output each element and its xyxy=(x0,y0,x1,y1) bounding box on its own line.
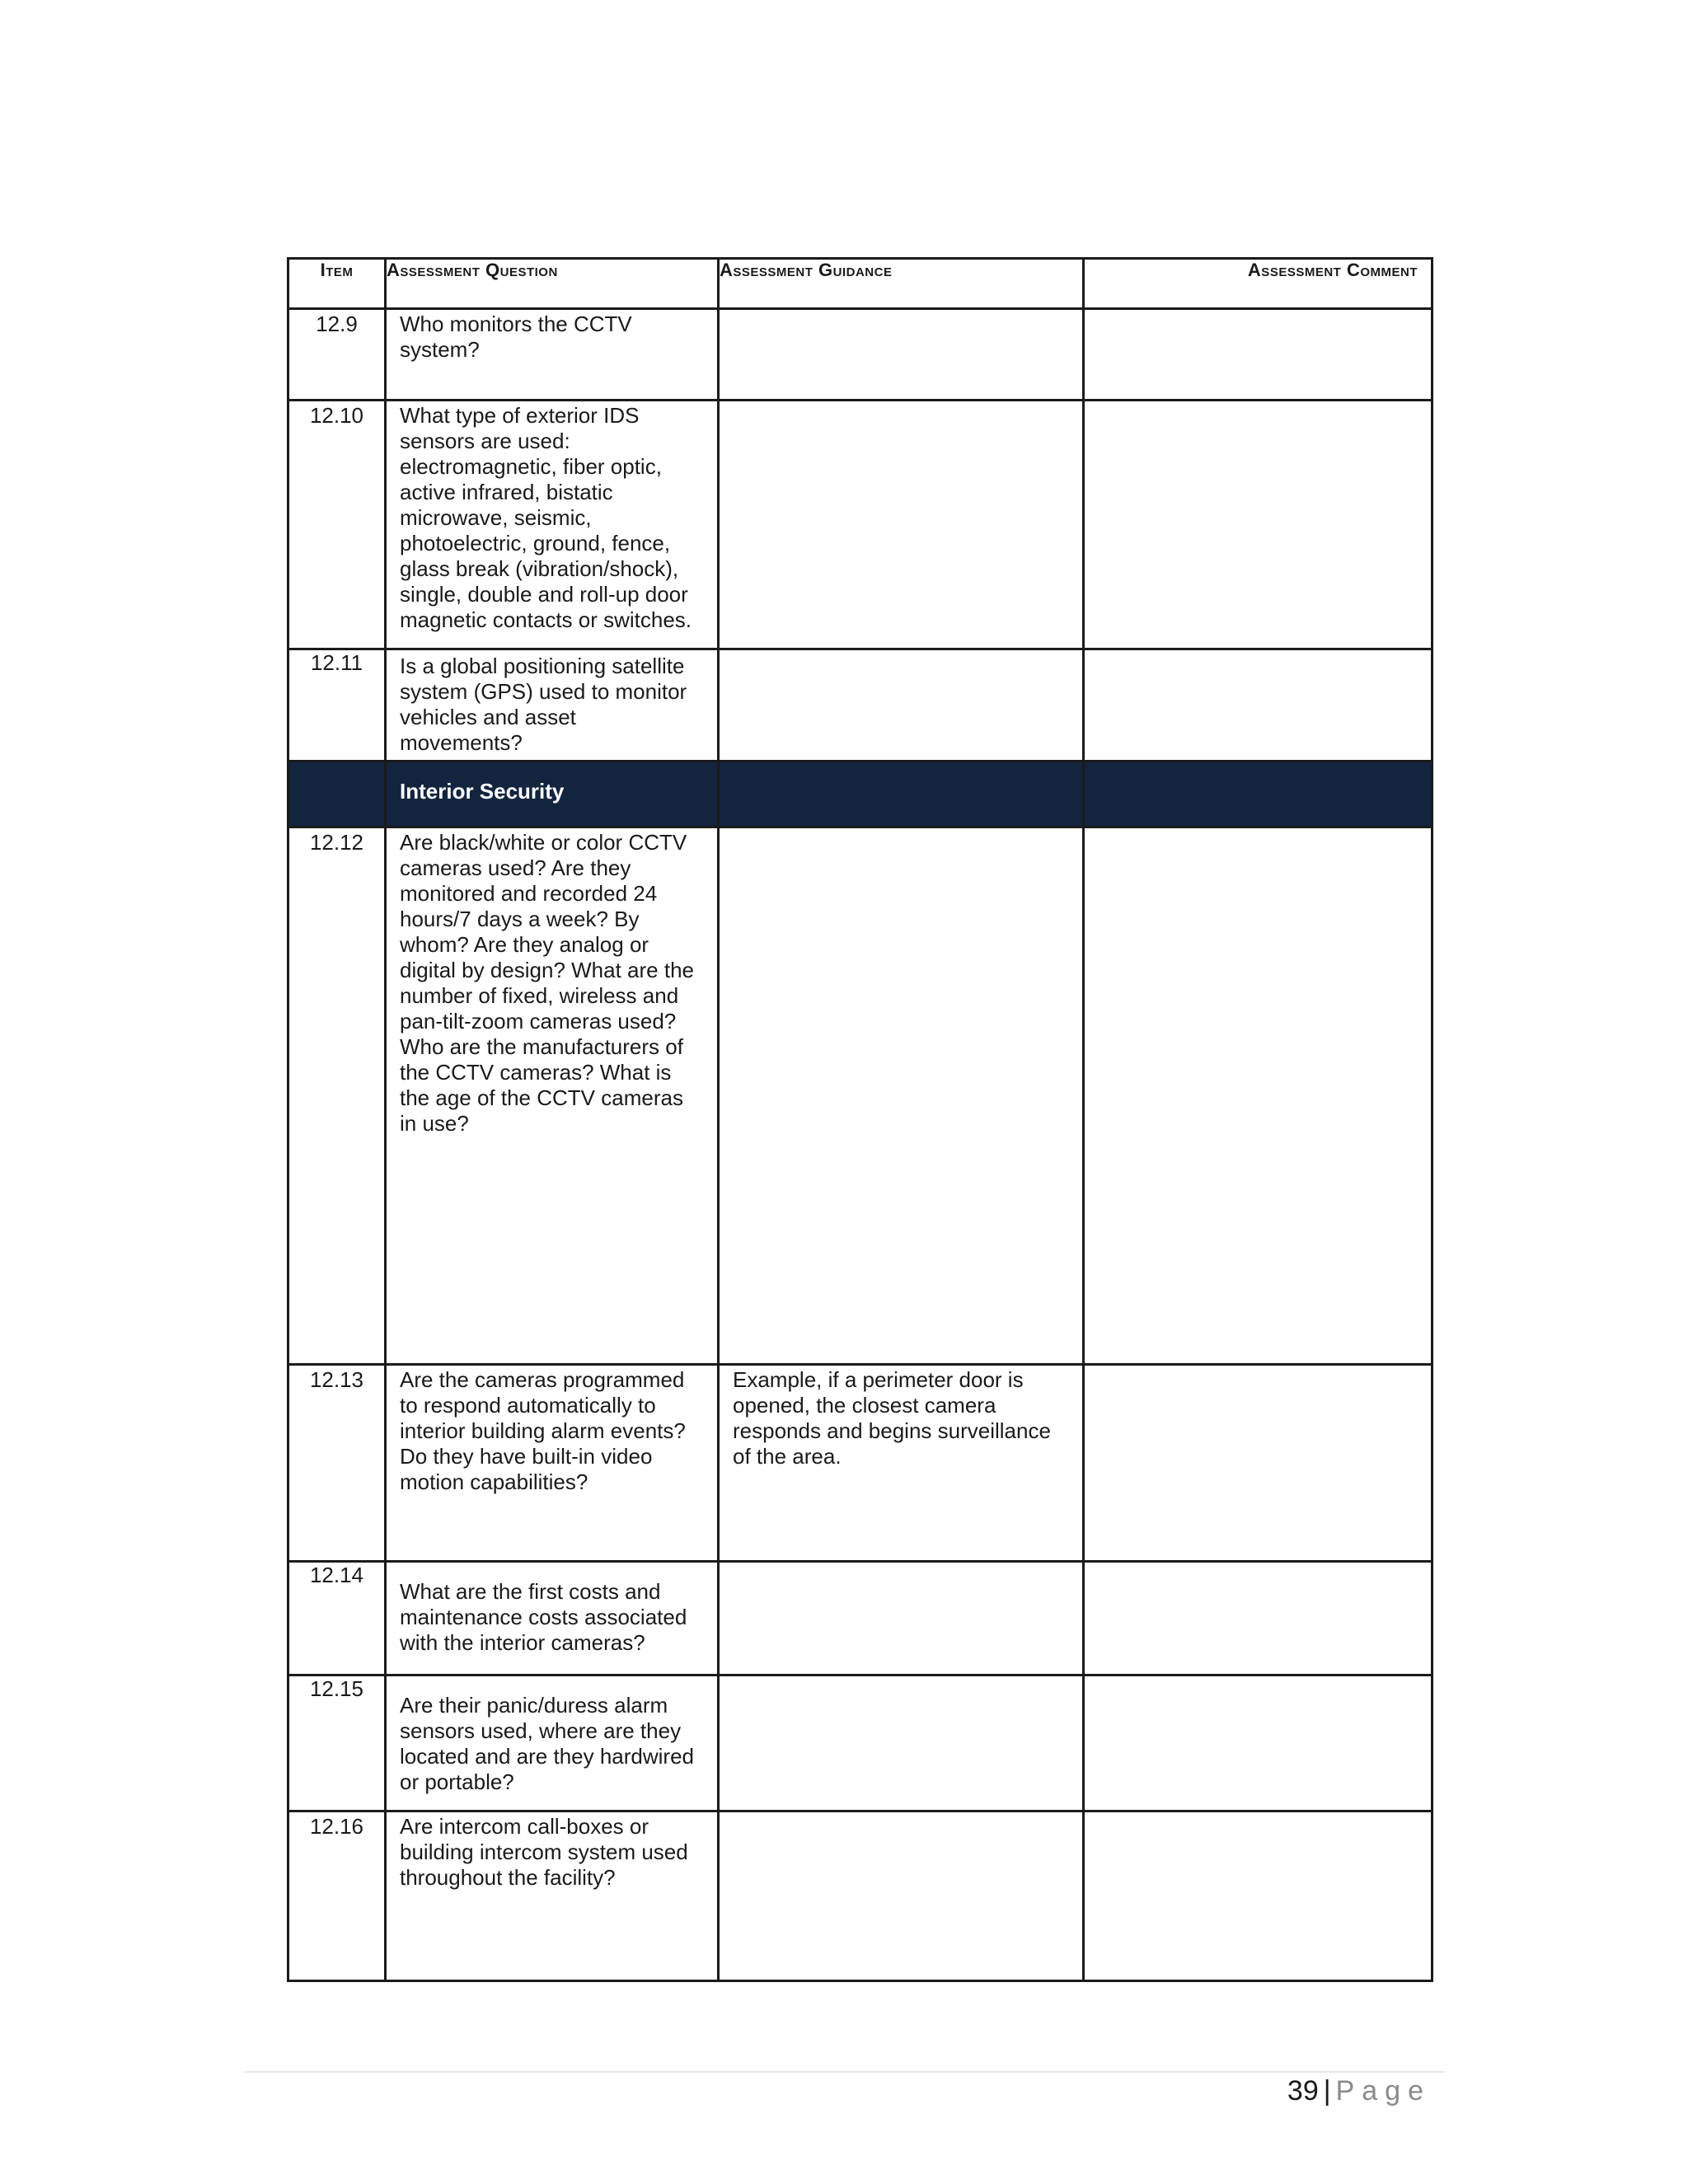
item-number: 12.14 xyxy=(309,1563,364,1587)
question-text: Is a global positioning satellite system (GPS) used to monitor vehicles and asset movements? xyxy=(400,654,687,755)
page-label: Page xyxy=(1335,2075,1431,2107)
item-number: 12.16 xyxy=(309,1814,364,1839)
header-comment: Assessment Comment xyxy=(1084,259,1432,309)
item-number: 12.12 xyxy=(309,830,364,855)
assessment-table xyxy=(287,257,1433,1982)
item-number: 12.11 xyxy=(310,650,363,675)
page-number xyxy=(1287,2075,1431,2107)
question-text: Are black/white or color CCTV cameras used? Are they monitored and recorded 24 hours/7 days a week? By whom? Are they analog or digital by design? What are the number of fixed, wireless and pan-tilt-zoom cameras used? Who are the manufacturers of the CCTV cameras? What is the age of the CCTV cameras in use? xyxy=(400,830,694,1136)
table-row xyxy=(288,827,1432,1365)
comment-cell xyxy=(1084,827,1432,1365)
table-row xyxy=(288,401,1432,649)
question-text: What type of exterior IDS sensors are used: electromagnetic, fiber optic, active infrared, bistatic microwave, seismic, photoelectric, ground, fence, glass break (vibration/shock), single, double and roll-up door magnetic contacts or switches. xyxy=(400,403,692,632)
item-number: 12.10 xyxy=(309,403,364,428)
item-number: 12.9 xyxy=(316,312,358,336)
comment-cell xyxy=(1084,1675,1432,1811)
comment-cell xyxy=(1084,1562,1432,1675)
guidance-cell xyxy=(719,401,1084,649)
comment-cell xyxy=(1084,649,1432,762)
guidance-cell xyxy=(719,649,1084,762)
page-number-value: 39 xyxy=(1287,2075,1319,2107)
table-row xyxy=(288,1562,1432,1675)
guidance-cell xyxy=(719,827,1084,1365)
comment-cell xyxy=(1084,1811,1432,1981)
item-number: 12.15 xyxy=(309,1676,364,1701)
page-separator: | xyxy=(1323,2075,1331,2107)
table-row xyxy=(288,309,1432,401)
question-text: What are the first costs and maintenance costs associated with the interior cameras? xyxy=(400,1579,687,1655)
guidance-text: Example, if a perimeter door is opened, the closest camera responds and begins surveillance of the area. xyxy=(733,1367,1051,1469)
comment-cell xyxy=(1084,309,1432,401)
section-title: Interior Security xyxy=(400,779,565,804)
comment-cell xyxy=(1084,1365,1432,1562)
table-row xyxy=(288,1811,1432,1981)
item-number: 12.13 xyxy=(309,1367,364,1392)
table-row xyxy=(288,1675,1432,1811)
guidance-cell xyxy=(719,1675,1084,1811)
question-text: Are their panic/duress alarm sensors used, where are they located and are they hardwired or portable? xyxy=(400,1693,695,1794)
table-row xyxy=(288,1365,1432,1562)
comment-cell xyxy=(1084,401,1432,649)
section-row xyxy=(288,762,1432,827)
guidance-cell xyxy=(719,309,1084,401)
header-guidance: Assessment Guidance xyxy=(719,259,1084,309)
footer-divider xyxy=(245,2071,1445,2073)
header-item: Item xyxy=(288,259,386,309)
table-row xyxy=(288,649,1432,762)
question-text: Who monitors the CCTV system? xyxy=(400,312,632,362)
question-text: Are the cameras programmed to respond automatically to interior building alarm events? Do they have built-in video motion capabilities? xyxy=(400,1367,686,1494)
guidance-cell xyxy=(719,1811,1084,1981)
table-header-row xyxy=(288,259,1432,309)
header-question: Assessment Question xyxy=(386,259,719,309)
guidance-cell xyxy=(719,1562,1084,1675)
question-text: Are intercom call-boxes or building intercom system used throughout the facility? xyxy=(400,1814,688,1890)
